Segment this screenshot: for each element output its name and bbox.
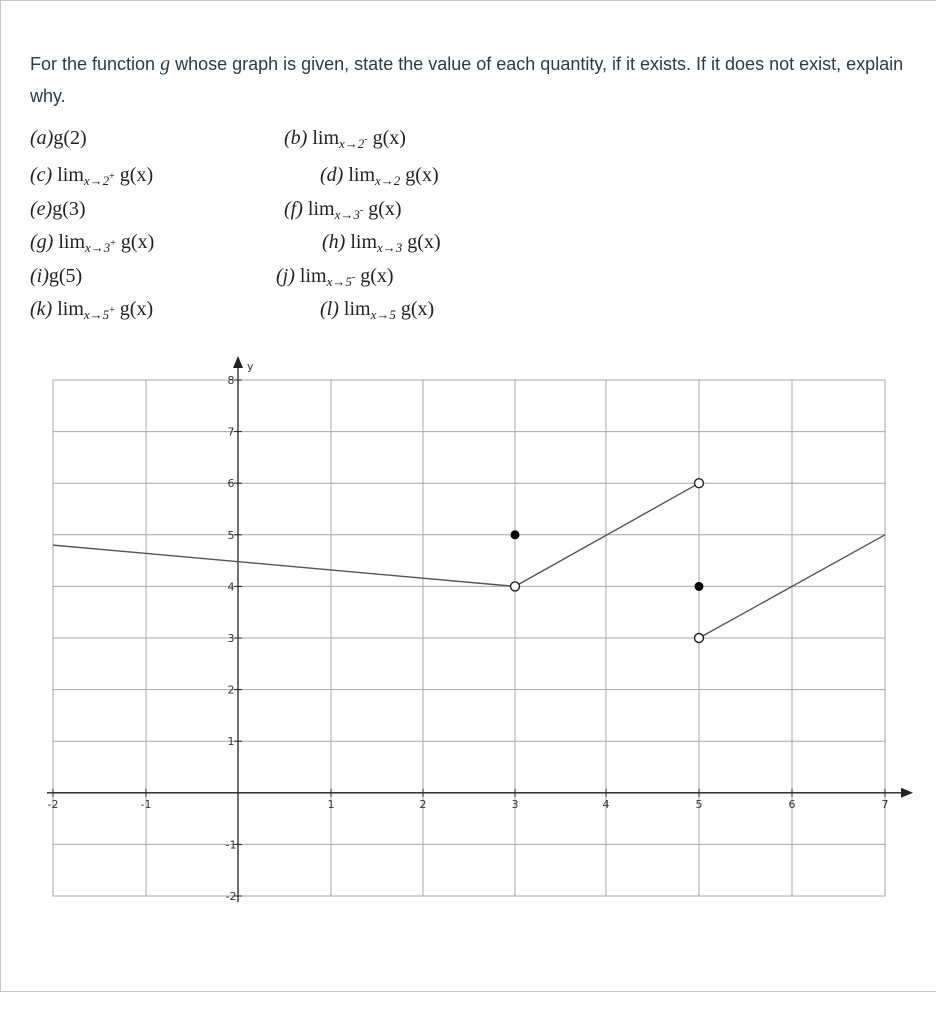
function-variable: g (160, 53, 171, 75)
y-tick-label: 6 (227, 477, 235, 491)
part-g: (g) $\lim_{x\to 3^+} g(x)$ (30, 231, 155, 255)
open-point (511, 582, 520, 591)
part-c: (c) $\lim_{x\to 2^+} g(x)$ (30, 164, 154, 188)
part-h: (h) $\lim_{x\to 3} g(x)$ (322, 231, 441, 255)
x-tick-label: 1 (327, 797, 335, 811)
y-tick-label: 5 (227, 528, 235, 542)
open-point (695, 634, 704, 643)
y-tick-label: 4 (227, 580, 235, 594)
y-axis-label: y (247, 360, 254, 373)
closed-point (695, 582, 704, 591)
y-tick-label: 7 (227, 425, 235, 439)
x-tick-label: 6 (788, 797, 796, 811)
y-tick-label: 3 (227, 632, 235, 645)
question-text-before: For the function (30, 54, 161, 74)
question-text-after: whose graph is given, state the value of each quantity, if it exists. If it does not exist, explain why. (30, 54, 904, 106)
x-tick-label: 3 (511, 797, 519, 811)
part-f: (f) $\lim_{x\to 3^-} g(x)$ (284, 198, 402, 222)
y-tick-label: -1 (225, 838, 237, 852)
part-l: (l) $\lim_{x\to 5} g(x)$ (320, 298, 435, 322)
x-tick-label: 7 (881, 797, 889, 811)
part-e: (e)g(3) (30, 198, 86, 220)
part-d: (d) $\lim_{x\to 2} g(x)$ (320, 164, 439, 188)
question-parts (30, 124, 550, 324)
x-tick-label: -2 (47, 797, 59, 811)
function-graph (0, 350, 937, 910)
y-axis-arrow (233, 356, 243, 368)
closed-point (511, 530, 520, 539)
part-i: (i)g(5) (30, 265, 83, 287)
x-axis-arrow (901, 788, 913, 798)
x-tick-label: 5 (695, 797, 703, 811)
y-tick-label: -2 (225, 890, 237, 903)
open-point (695, 479, 704, 488)
part-b: (b) $\lim_{x\to 2^-} g(x)$ (284, 127, 406, 151)
y-tick-label: 2 (227, 683, 235, 697)
part-a: (a)g(2) (30, 127, 87, 149)
x-tick-label: 4 (602, 797, 610, 811)
part-k: (k) $\lim_{x\to 5^+} g(x)$ (30, 298, 154, 322)
x-tick-label: -1 (140, 797, 152, 811)
y-tick-label: 8 (227, 374, 235, 387)
question-text (30, 48, 910, 112)
part-j: (j) $\lim_{x\to 5^-} g(x)$ (276, 265, 394, 289)
x-tick-label: 2 (419, 797, 427, 811)
y-tick-label: 1 (227, 735, 235, 749)
